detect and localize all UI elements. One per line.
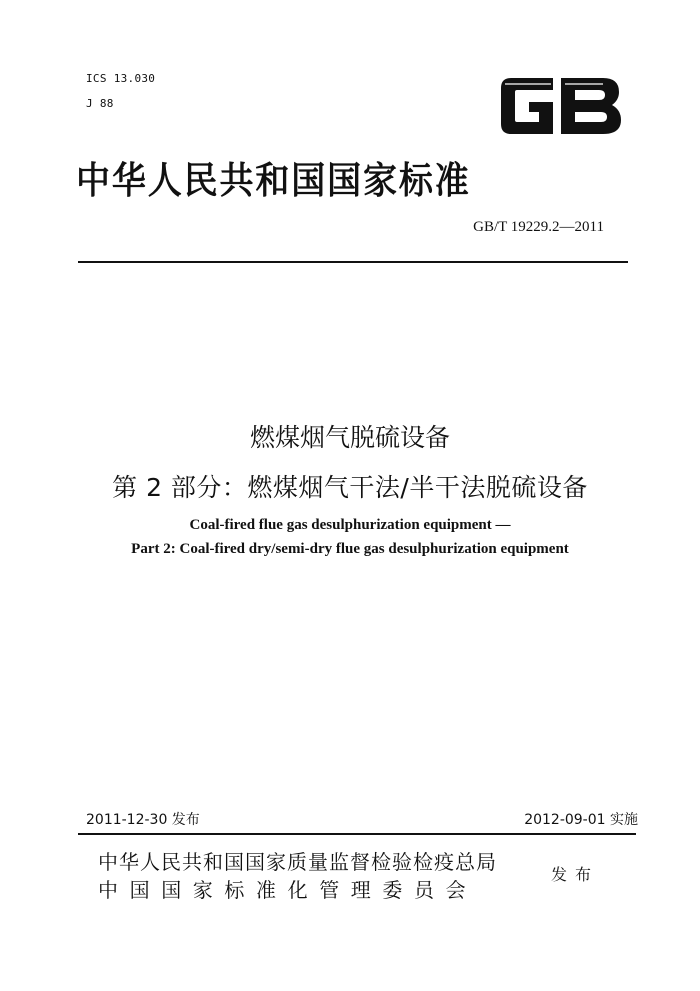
standard-organization-title: 中华人民共和国国家标准 bbox=[76, 161, 471, 202]
top-divider bbox=[78, 261, 628, 263]
ccs-code: J 88 bbox=[86, 97, 114, 110]
standard-number: GB/T 19229.2—2011 bbox=[473, 219, 604, 235]
issuer-sac: 中国国家标准化管理委员会 bbox=[98, 878, 478, 902]
issue-date: 2011-12-30 发布 bbox=[86, 812, 200, 828]
bottom-divider bbox=[78, 833, 636, 835]
title-english-main: Coal-fired flue gas desulphurization equipment — bbox=[189, 517, 511, 533]
ics-code: ICS 13.030 bbox=[86, 72, 156, 85]
title-chinese-main: 燃煤烟气脱硫设备 bbox=[249, 423, 450, 452]
title-english-part: Part 2: Coal-fired dry/semi-dry flue gas desulphurization equipment bbox=[131, 541, 569, 557]
title-chinese-part: 第 2 部分：燃煤烟气干法/半干法脱硫设备 bbox=[112, 473, 588, 502]
implementation-date: 2012-09-01 实施 bbox=[524, 812, 638, 828]
issuer-aqsiq: 中华人民共和国国家质量监督检验检疫总局 bbox=[98, 850, 497, 874]
gb-logo-letter-b bbox=[561, 78, 621, 134]
issue-suffix: 发布 bbox=[551, 865, 600, 884]
gb-logo bbox=[495, 70, 625, 142]
gb-logo-letter-g bbox=[501, 78, 553, 134]
